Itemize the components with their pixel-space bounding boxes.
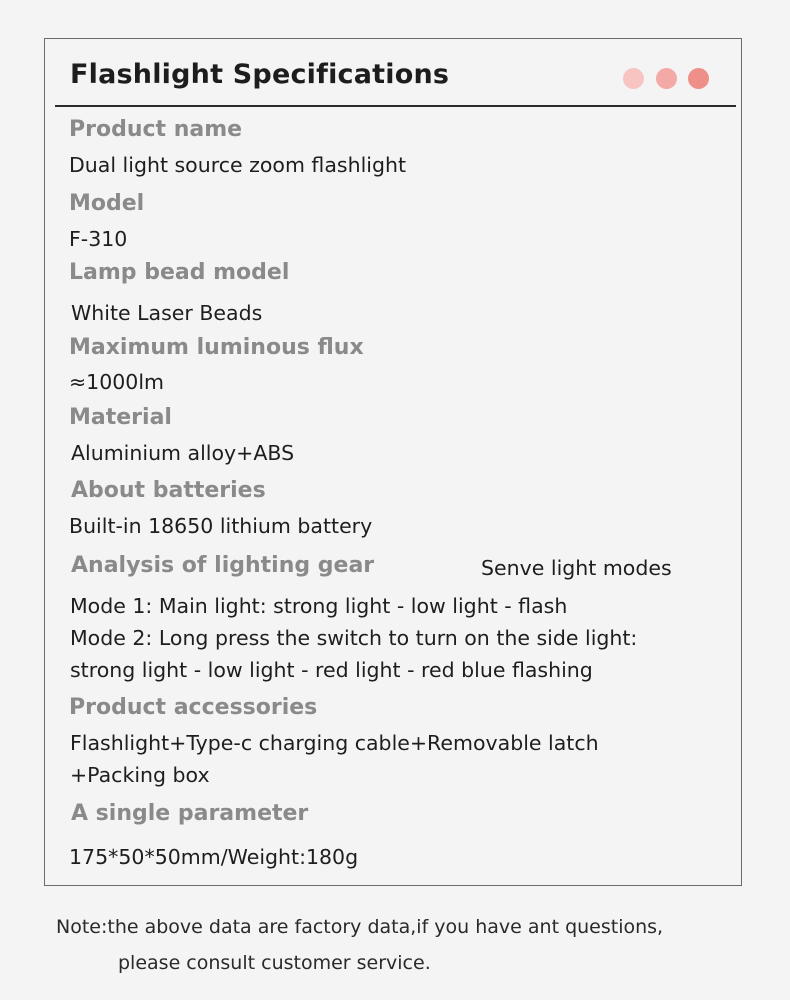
footer-note-line-2: please consult customer service. bbox=[118, 952, 431, 974]
label-luminous-flux: Maximum luminous flux bbox=[69, 335, 364, 360]
dot-medium bbox=[656, 68, 677, 89]
value-single-param: 175*50*50mm/Weight:180g bbox=[69, 845, 359, 869]
label-single-param: A single parameter bbox=[71, 801, 309, 826]
accessories-line-1: Flashlight+Type-c charging cable+Removable latch bbox=[70, 731, 599, 755]
label-material: Material bbox=[69, 405, 172, 430]
accessories-line-2: +Packing box bbox=[70, 763, 210, 787]
lighting-gear-side-note: Senve light modes bbox=[481, 556, 672, 580]
label-batteries: About batteries bbox=[71, 478, 266, 503]
dot-light bbox=[623, 68, 644, 89]
label-lamp-bead: Lamp bead model bbox=[69, 260, 290, 285]
label-product-name: Product name bbox=[69, 117, 243, 142]
lighting-gear-line-3: strong light - low light - red light - red blue flashing bbox=[70, 658, 593, 682]
title-divider bbox=[55, 105, 736, 107]
lighting-gear-line-2: Mode 2: Long press the switch to turn on the side light: bbox=[70, 626, 638, 650]
value-product-name: Dual light source zoom flashlight bbox=[69, 153, 407, 177]
value-batteries: Built-in 18650 lithium battery bbox=[69, 514, 373, 538]
card-title: Flashlight Specifications bbox=[70, 59, 450, 90]
footer-note-line-1: Note:the above data are factory data,if you have ant questions, bbox=[56, 916, 664, 938]
label-accessories: Product accessories bbox=[69, 695, 318, 720]
value-model: F-310 bbox=[69, 227, 128, 251]
value-luminous-flux: ≈1000lm bbox=[69, 370, 165, 394]
value-lamp-bead: White Laser Beads bbox=[71, 301, 263, 325]
lighting-gear-line-1: Mode 1: Main light: strong light - low light - flash bbox=[70, 594, 568, 618]
label-model: Model bbox=[69, 191, 145, 216]
spec-card bbox=[44, 38, 742, 886]
dot-dark bbox=[688, 68, 709, 89]
label-lighting-gear: Analysis of lighting gear bbox=[71, 553, 375, 578]
value-material: Aluminium alloy+ABS bbox=[71, 441, 295, 465]
